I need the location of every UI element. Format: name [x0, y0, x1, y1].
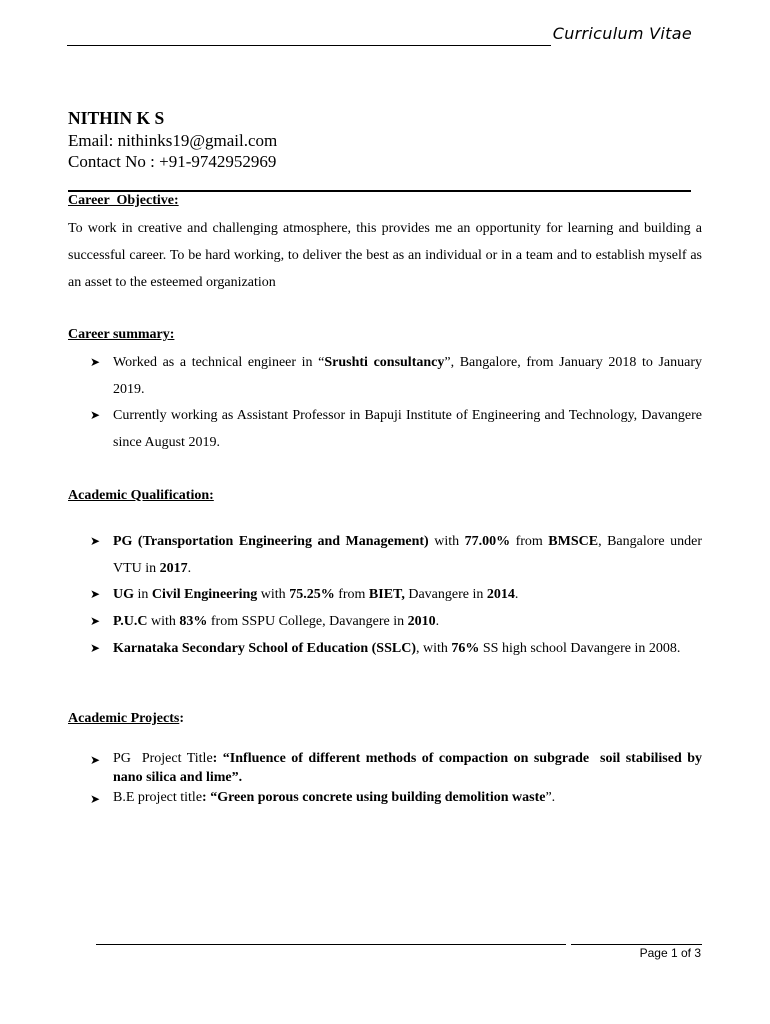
academic-qualification-heading: Academic Qualification: [68, 488, 214, 503]
arrow-bullet-icon: ➤ [90, 792, 101, 806]
academic-projects-heading: Academic Projects: [68, 711, 184, 726]
arrow-bullet-icon: ➤ [90, 614, 101, 628]
footer-rule [96, 944, 566, 945]
page-number: Page 1 of 3 [639, 946, 701, 960]
qualification-item-puc: P.U.C with 83% from SSPU College, Davangere in 2010. [113, 614, 440, 629]
arrow-bullet-icon: ➤ [90, 408, 101, 422]
project-item-pg: PG Project Title: “Influence of different methods of compaction on subgrade soil stabilised by nano silica and lime”. [113, 751, 706, 785]
section-separator [68, 190, 691, 192]
qualification-item-pg: PG (Transportation Engineering and Management) with 77.00% from BMSCE, Bangalore under VTU in 2017. [113, 534, 702, 576]
email-line: Email: nithinks19@gmail.com [68, 131, 278, 150]
arrow-bullet-icon: ➤ [90, 641, 101, 655]
career-objective-text: To work in creative and challenging atmosphere, this provides me an opportunity for learning and building a successful career. To be hard working, to deliver the best as an individual or in a team and to establish myself as an asset to the esteemed organization [68, 221, 702, 290]
arrow-bullet-icon: ➤ [90, 587, 101, 601]
arrow-bullet-icon: ➤ [90, 753, 101, 767]
career-objective-heading: Career Objective: [68, 193, 179, 208]
project-item-be: B.E project title: “Green porous concrete using building demolition waste”. [113, 790, 556, 805]
header-rule [67, 45, 551, 46]
footer-rule [571, 944, 702, 945]
career-summary-item: Currently working as Assistant Professor in Bapuji Institute of Engineering and Technology, Davangere since August 2019. [113, 408, 702, 450]
career-summary-item: Worked as a technical engineer in “Srushti consultancy”, Bangalore, from January 2018 to January 2019. [113, 355, 702, 397]
document-title: Curriculum Vitae [552, 24, 692, 43]
qualification-item-ug: UG in Civil Engineering with 75.25% from BIET, Davangere in 2014. [113, 587, 519, 602]
career-summary-heading: Career summary: [68, 327, 175, 342]
qualification-item-sslc: Karnataka Secondary School of Education (SSLC), with 76% SS high school Davangere in 2008. [113, 641, 681, 656]
candidate-name: NITHIN K S [68, 108, 165, 128]
contact-line: Contact No : +91-9742952969 [68, 152, 277, 171]
arrow-bullet-icon: ➤ [90, 534, 101, 548]
arrow-bullet-icon: ➤ [90, 355, 101, 369]
